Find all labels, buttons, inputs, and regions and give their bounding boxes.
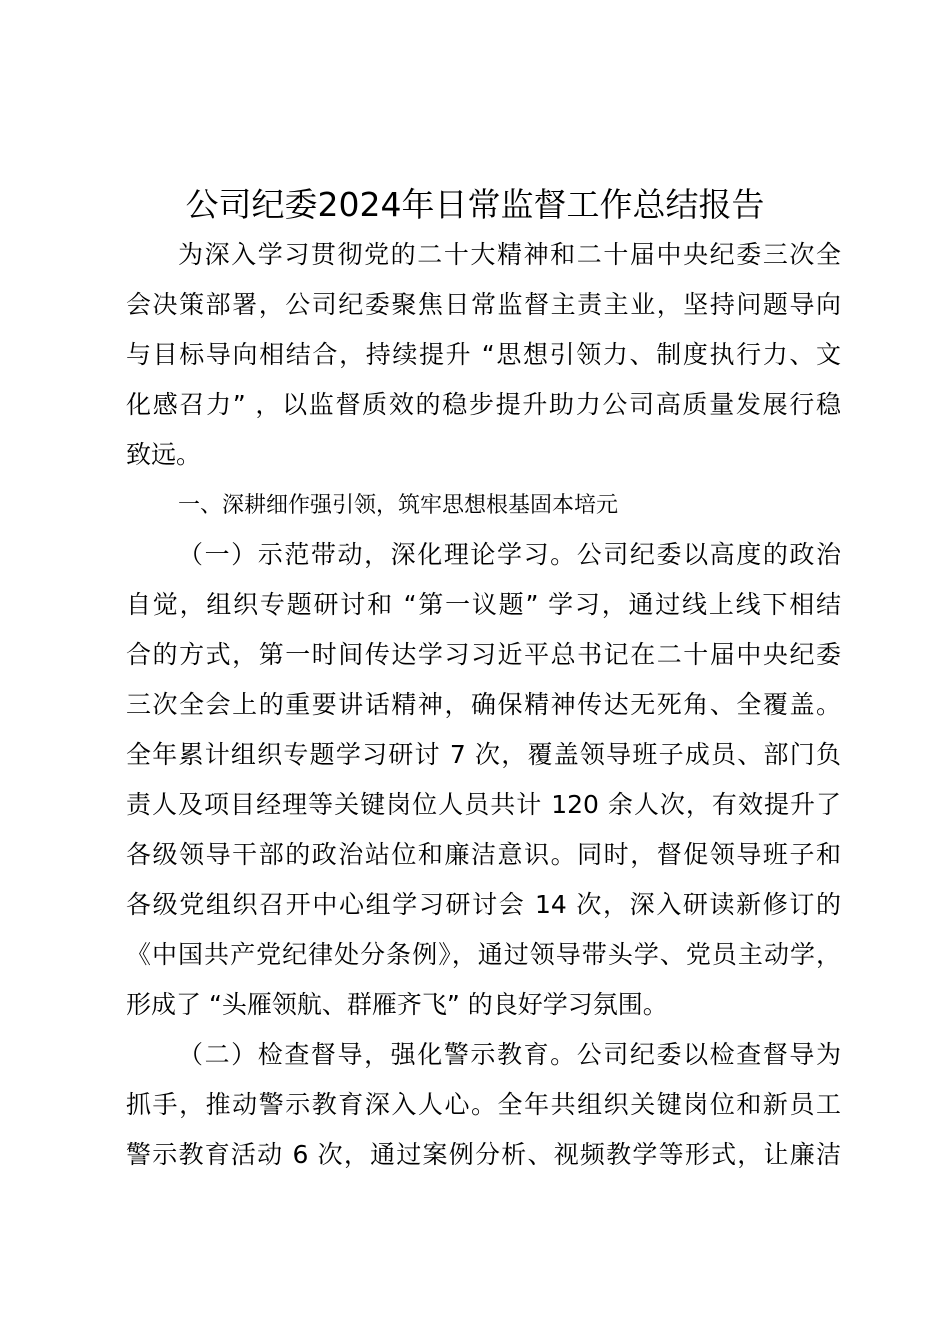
text-line: 各级党组织召开中心组学习研讨会 14 次，深入研读新修订的 bbox=[126, 890, 841, 919]
text-line: （一）示范带动，深化理论学习。公司纪委以高度的政治 bbox=[178, 540, 841, 569]
text-line: 合的方式，第一时间传达学习习近平总书记在二十届中央纪委 bbox=[126, 640, 841, 669]
text-line: 责人及项目经理等关键岗位人员共计 120 余人次，有效提升了 bbox=[126, 790, 841, 819]
text-line: 三次全会上的重要讲话精神，确保精神传达无死角、全覆盖。 bbox=[126, 690, 841, 719]
document-title: 公司纪委2024年日常监督工作总结报告 bbox=[185, 185, 765, 224]
section-heading: 一、深耕细作强引领，筑牢思想根基固本培元 bbox=[178, 493, 619, 518]
text-line: 为深入学习贯彻党的二十大精神和二十届中央纪委三次全 bbox=[178, 240, 841, 269]
text-line: 致远。 bbox=[126, 440, 202, 469]
text-line: 化感召力” ，以监督质效的稳步提升助力公司高质量发展行稳 bbox=[126, 390, 841, 419]
text-line: 各级领导干部的政治站位和廉洁意识。同时，督促领导班子和 bbox=[126, 840, 841, 869]
text-line: 全年累计组织专题学习研讨 7 次，覆盖领导班子成员、部门负 bbox=[126, 740, 841, 769]
text-line: 《中国共产党纪律处分条例》，通过领导带头学、党员主动学， bbox=[126, 940, 841, 969]
text-line: 形成了 “头雁领航、群雁齐飞” 的良好学习氛围。 bbox=[126, 990, 668, 1019]
text-line: 自觉，组织专题研讨和 “第一议题” 学习，通过线上线下相结 bbox=[126, 590, 841, 619]
text-line: 会决策部署，公司纪委聚焦日常监督主责主业，坚持问题导向 bbox=[126, 290, 841, 319]
text-line: 抓手，推动警示教育深入人心。全年共组织关键岗位和新员工 bbox=[126, 1090, 841, 1119]
text-line: （二）检查督导，强化警示教育。公司纪委以检查督导为 bbox=[178, 1040, 841, 1069]
text-line: 与目标导向相结合，持续提升 “思想引领力、制度执行力、文 bbox=[126, 340, 841, 369]
text-line: 警示教育活动 6 次，通过案例分析、视频教学等形式，让廉洁 bbox=[126, 1140, 841, 1169]
